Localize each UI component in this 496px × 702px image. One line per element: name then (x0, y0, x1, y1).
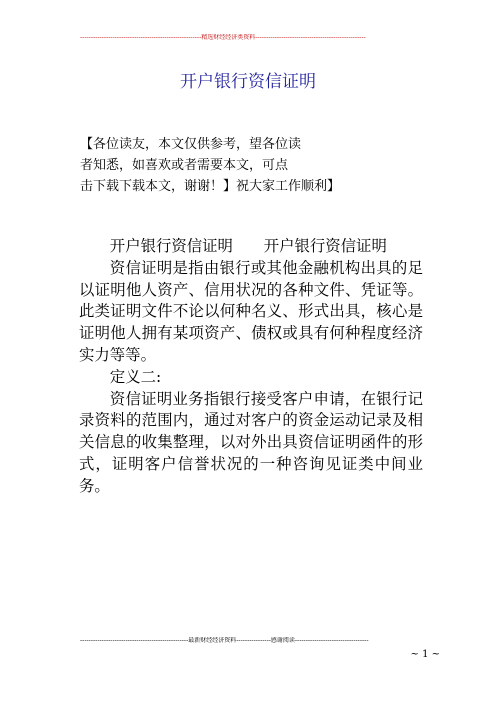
paragraph: 资信证明业务指银行接受客户申请，在银行记录资料的范围内，通过对客户的资金运动记录及相关信息的收集整理，以对外出具资信证明函件的形式，证明客户信誉状况的一种咨询见证类中间业务。 (79, 389, 423, 495)
document-title: 开户银行资信证明 (180, 72, 316, 92)
notice-line: 【各位读友，本文仅供参考，望各位读 (80, 137, 302, 152)
notice-tail: 祝大家工作顺利】 (236, 179, 341, 194)
page-footer-banner: --------------------------------------------------最新财经经济资料----------------感谢阅读---------------------------------- (80, 637, 369, 644)
notice-line-text: 击下载下载本文，谢谢！】 (80, 179, 237, 194)
paragraph: 定义二: (109, 367, 162, 386)
notice-line (80, 176, 420, 197)
page-number: ~ 1 ~ (410, 649, 440, 660)
reader-notice (80, 134, 420, 197)
paragraph: 资信证明是指由银行或其他金融机构出具的足以证明他人资产、信用状况的各种文件、凭证等。此类证明文件不论以何种名义、形式出具，核心是证明他人拥有某项资产、债权或具有何种程度经济实力等等。 (79, 258, 423, 364)
document-body (79, 236, 423, 498)
notice-line: 者知悉，如喜欢或者需要本文，可点 (80, 158, 289, 173)
paragraph: 开户银行资信证明 开户银行资信证明 (109, 237, 387, 255)
page-header-banner: --------------------------------------------------------精选财经经济类资料--------------------------------------------------- (80, 34, 366, 41)
